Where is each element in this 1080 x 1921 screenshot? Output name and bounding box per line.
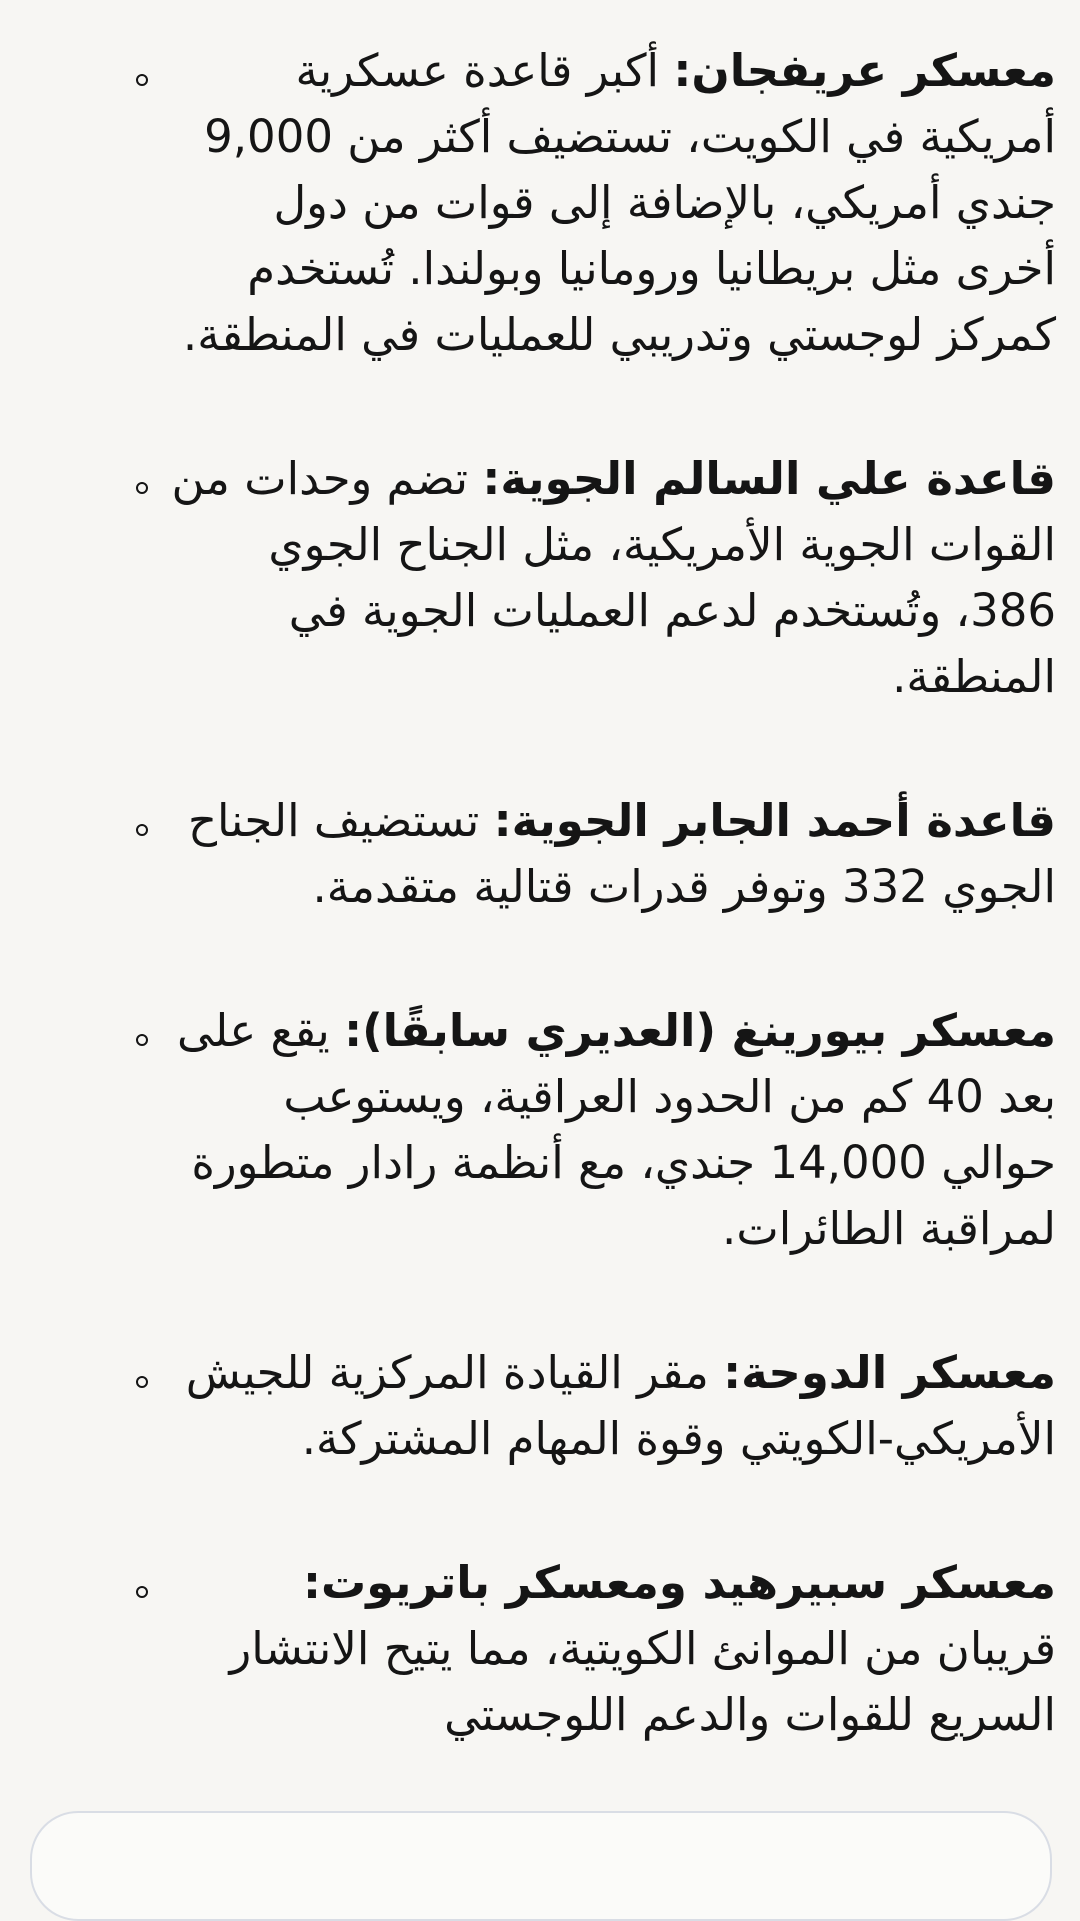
list-item-title: معسكر سبيرهيد ومعسكر باتريوت: (303, 1556, 1056, 1609)
list-item (170, 788, 1056, 920)
list-item-body: قريبان من الموانئ الكويتية، مما يتيح الانتشار السريع للقوات والدعم اللوجستي (229, 1622, 1056, 1741)
list-item-title: قاعدة أحمد الجابر الجوية: (493, 794, 1056, 847)
circle-bullet-icon (136, 824, 148, 836)
list-item-title: معسكر الدوحة: (723, 1346, 1056, 1399)
list-item-body: مقر القيادة المركزية للجيش الأمريكي-الكويتي وقوة المهام المشتركة. (185, 1346, 1056, 1465)
list-item (170, 998, 1056, 1262)
list-item-title: معسكر عريفجان: (673, 44, 1056, 97)
list-item (170, 1340, 1056, 1472)
list-item-body: أكبر قاعدة عسكرية أمريكية في الكويت، تستضيف أكثر من 9,000 جندي أمريكي، بالإضافة إلى قوات من دول أخرى مثل بريطانيا ورومانيا وبولندا. تُستخدم كمركز لوجستي وتدريبي للعمليات في المنطقة. (182, 44, 1056, 361)
circle-bullet-icon (136, 1586, 148, 1598)
list-item-title: معسكر بيورينغ (العديري سابقًا): (344, 1004, 1056, 1057)
list-item-title: قاعدة علي السالم الجوية: (482, 452, 1056, 505)
list-item-body: يقع على بعد 40 كم من الحدود العراقية، ويستوعب حوالي 14,000 جندي، مع أنظمة رادار متطورة لمراقبة الطائرات. (176, 1004, 1056, 1255)
list-item (170, 446, 1056, 710)
message-input[interactable] (30, 1811, 1052, 1921)
list-item-body: تضم وحدات من القوات الجوية الأمريكية، مثل الجناح الجوي 386، وتُستخدم لدعم العمليات الجوية في المنطقة. (171, 452, 1056, 703)
circle-bullet-icon (136, 1034, 148, 1046)
circle-bullet-icon (136, 482, 148, 494)
circle-bullet-icon (136, 74, 148, 86)
list-item-body: تستضيف الجناح الجوي 332 وتوفر قدرات قتالية متقدمة. (187, 794, 1056, 913)
list-item (170, 38, 1056, 368)
bullet-list (0, 38, 1080, 1748)
list-item (170, 1550, 1056, 1748)
circle-bullet-icon (136, 1376, 148, 1388)
